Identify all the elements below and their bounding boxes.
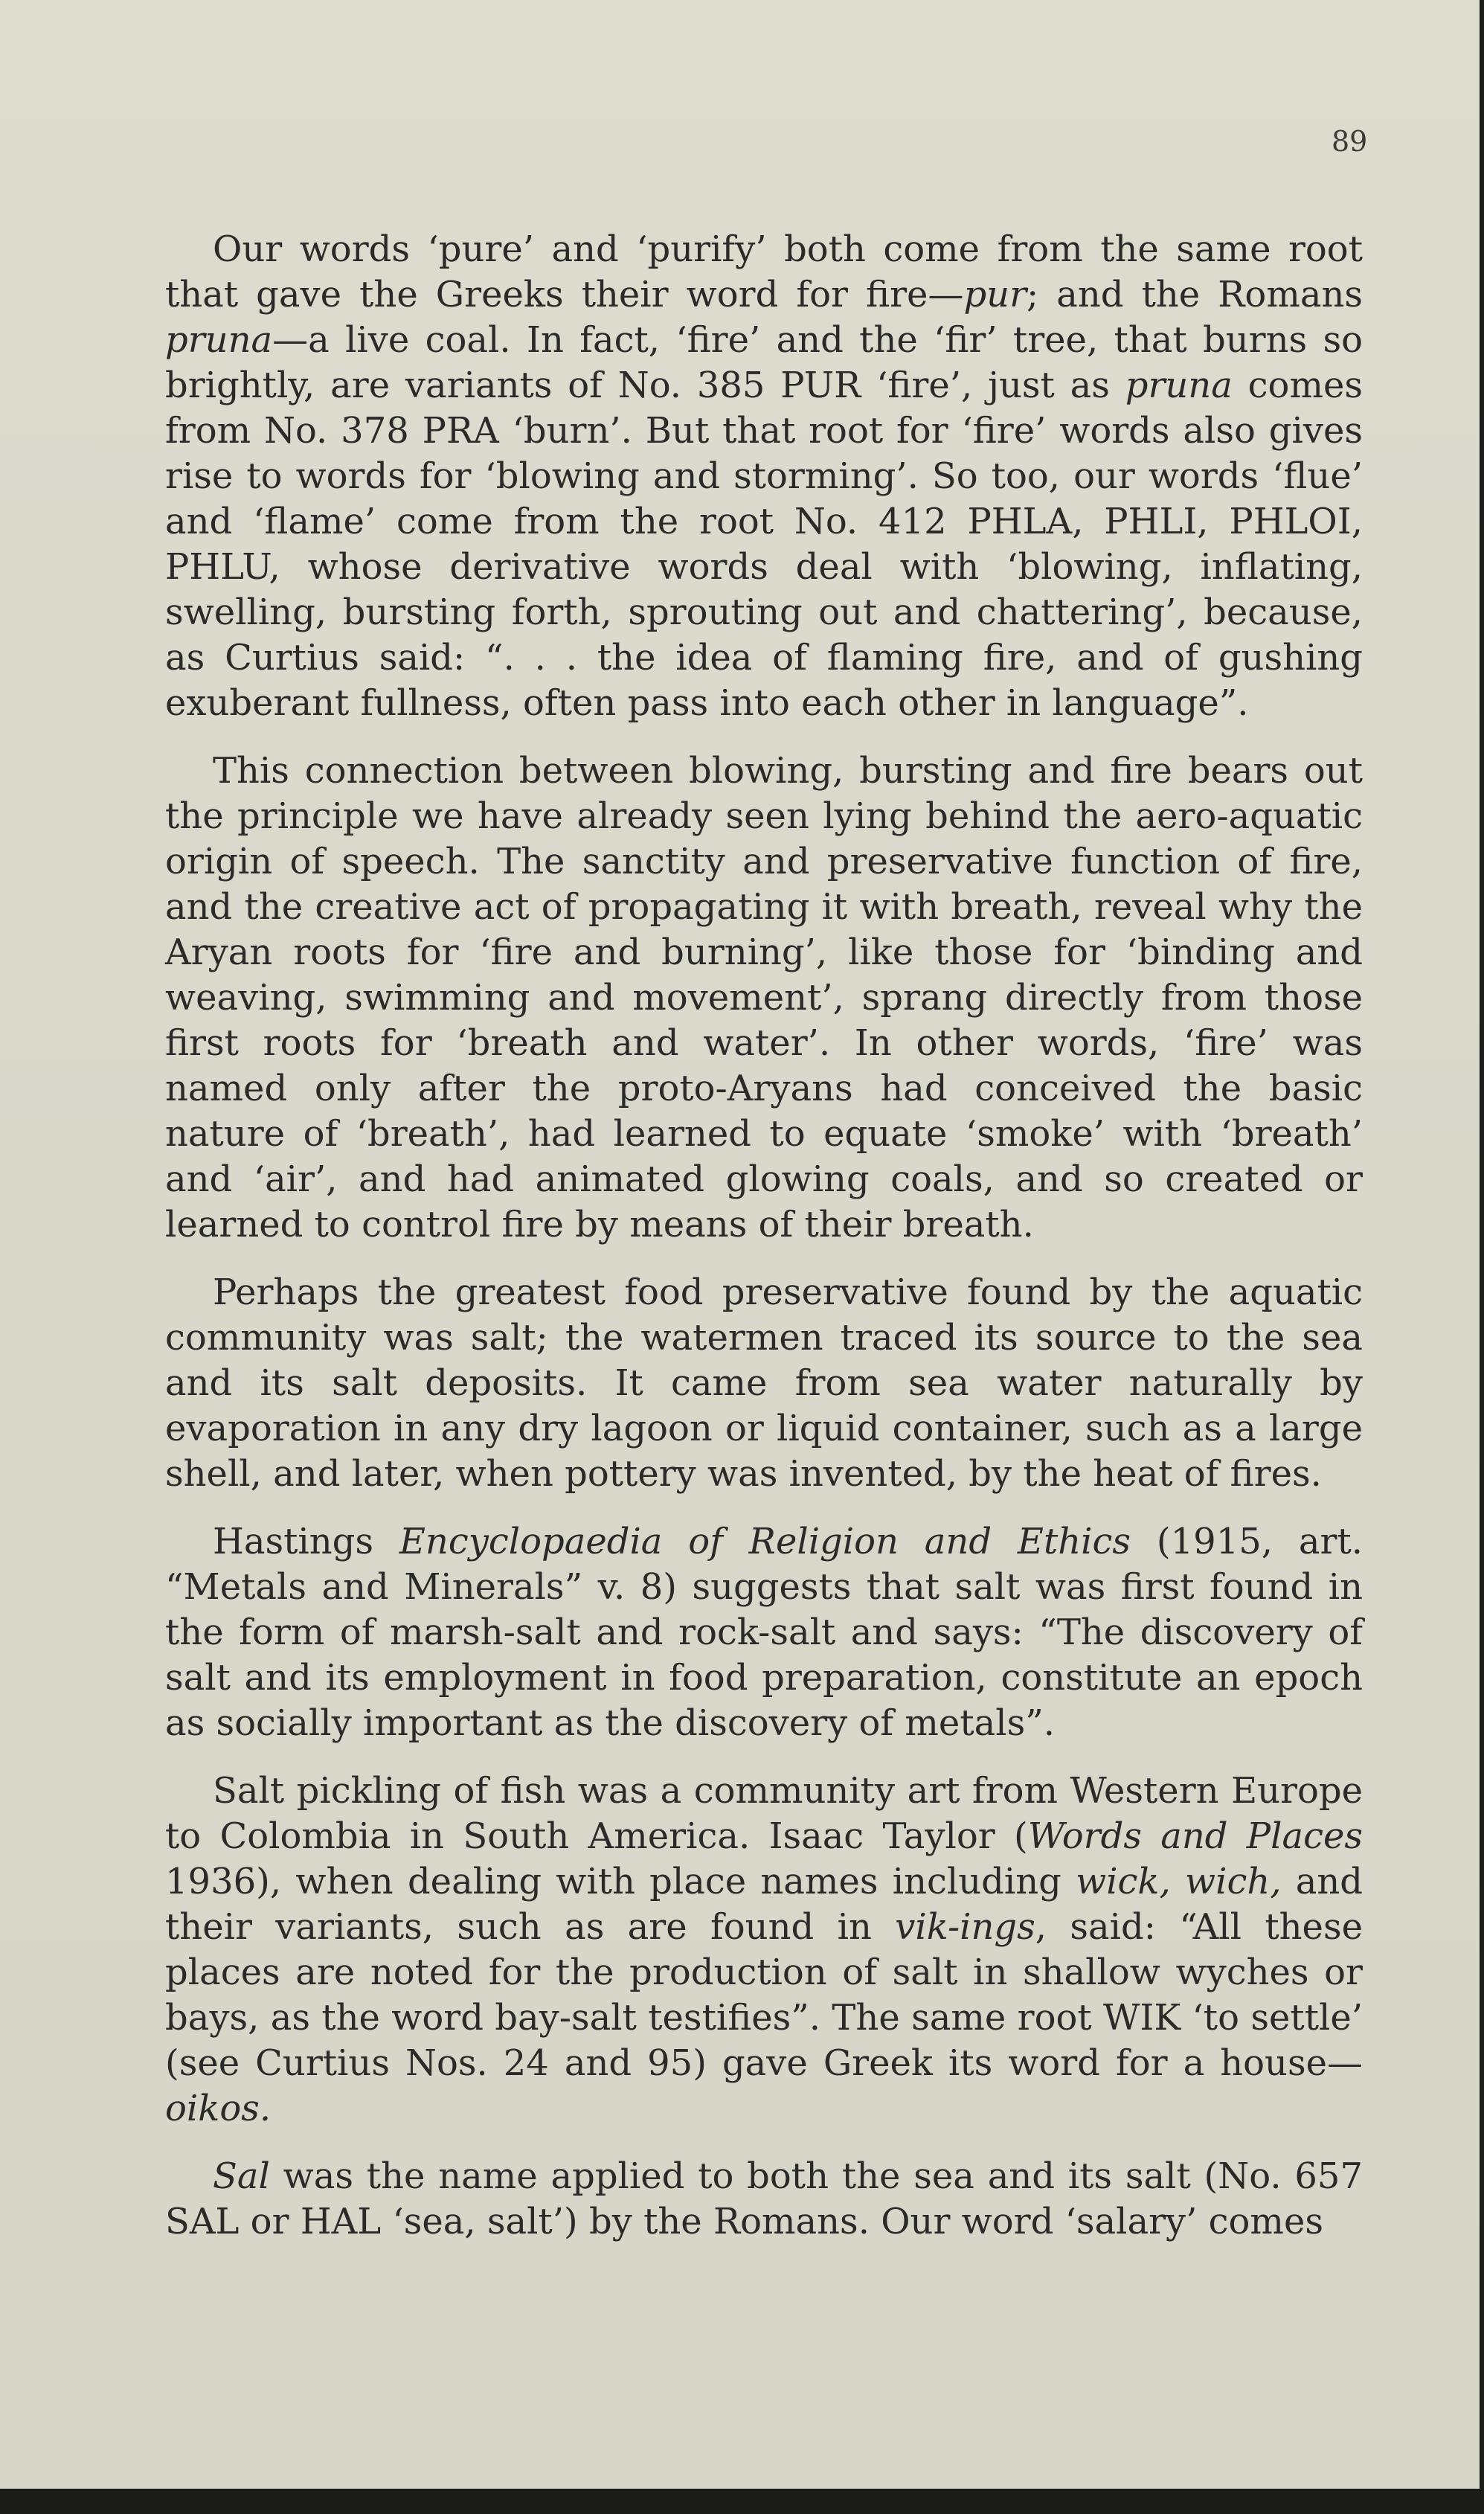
text-segment: Words and Places	[1027, 1815, 1363, 1857]
page-edge-bottom	[0, 2489, 1484, 2514]
text-segment: Hastings	[213, 1521, 399, 1562]
text-segment: comes from No. 378 PRA ‘burn’. But that root for ‘fire’ words also gives rise to words for ‘blowing and storming’. So too, our words ‘flue’ and ‘flame’ come from the root No. 412 PHLA, PHLI, PHLOI, PHLU, whose derivative words deal with ‘blowing, inflating, swelling, bursting forth, sprouting out and chattering’, because, as Curtius said: “. . . the idea of flaming fire, and of gushing exuberant fullness, often pass into each other in language”.	[165, 365, 1363, 724]
page-number: 89	[1332, 125, 1368, 158]
paragraph-salt-preservative	[165, 1270, 1363, 1497]
text-segment: oikos.	[165, 2088, 272, 2129]
text-segment: Salt pickling of fish was a community art from Western Europe to Colombia in South America. Isaac Taylor (	[165, 1770, 1363, 1857]
text-segment: Perhaps the greatest food preservative found by the aquatic community was salt; the watermen traced its source to the sea and its salt deposits. It came from sea water naturally by evaporation in any dry lagoon or liquid container, such as a large shell, and later, when pottery was invented, by the heat of fires.	[165, 1272, 1363, 1495]
paragraph-fire-words	[165, 227, 1363, 726]
text-segment: wick, wich,	[1076, 1861, 1282, 1902]
text-segment: Encyclopaedia of Religion and Ethics	[399, 1521, 1131, 1562]
text-segment: pruna	[1125, 365, 1233, 406]
paragraph-blowing-fire	[165, 748, 1363, 1248]
text-segment: pruna	[165, 319, 273, 361]
text-segment: —a live coal. In fact, ‘fire’ and the ‘fir’ tree, that burns so brightly, are variants of No. 385 PUR ‘fire’, just as	[165, 319, 1363, 406]
text-segment: Sal	[213, 2155, 270, 2197]
paragraph-hastings	[165, 1519, 1363, 1746]
text-segment: and their variants, such as are found in	[165, 1861, 1363, 1948]
text-segment: pur	[963, 274, 1027, 315]
text-segment: was the name applied to both the sea and its salt (No. 657 SAL or HAL ‘sea, salt’) by the Romans. Our word ‘salary’ comes	[165, 2155, 1363, 2242]
page-edge-right	[1480, 0, 1484, 2514]
paragraph-sal	[165, 2154, 1363, 2245]
text-segment: (1915, art. “Metals and Minerals” v. 8) suggests that salt was first found in the form of marsh-salt and rock-salt and says: “The discovery of salt and its employment in food preparation, constitute an epoch as socially important as the discovery of metals”.	[165, 1521, 1363, 1744]
body-text	[165, 227, 1363, 2267]
text-segment: vik-ings	[895, 1906, 1035, 1948]
text-segment: ; and the Romans	[1027, 274, 1363, 315]
text-segment: This connection between blowing, bursting and fire bears out the principle we have already seen lying behind the aero-aquatic origin of speech. The sanctity and preservative function of fire, and the creative act of propagating it with breath, reveal why the Aryan roots for ‘fire and burning’, like those for ‘binding and weaving, swimming and movement’, sprang directly from those first roots for ‘breath and water’. In other words, ‘fire’ was named only after the proto-Aryans had conceived the basic nature of ‘breath’, had learned to equate ‘smoke’ with ‘breath’ and ‘air’, and had animated glowing coals, and so created or learned to control fire by means of their breath.	[165, 750, 1363, 1245]
text-segment: Our words ‘pure’ and ‘purify’ both come from the same root that gave the Greeks their word for fire—	[165, 228, 1363, 315]
paragraph-salt-pickling	[165, 1769, 1363, 2132]
text-segment: , said: “All these places are noted for the production of salt in shallow wyches or bays, as the word bay-salt testifies”. The same root WIK ‘to settle’ (see Curtius Nos. 24 and 95) gave Greek its word for a house—	[165, 1906, 1363, 2084]
text-segment: 1936), when dealing with place names including	[165, 1861, 1076, 1902]
